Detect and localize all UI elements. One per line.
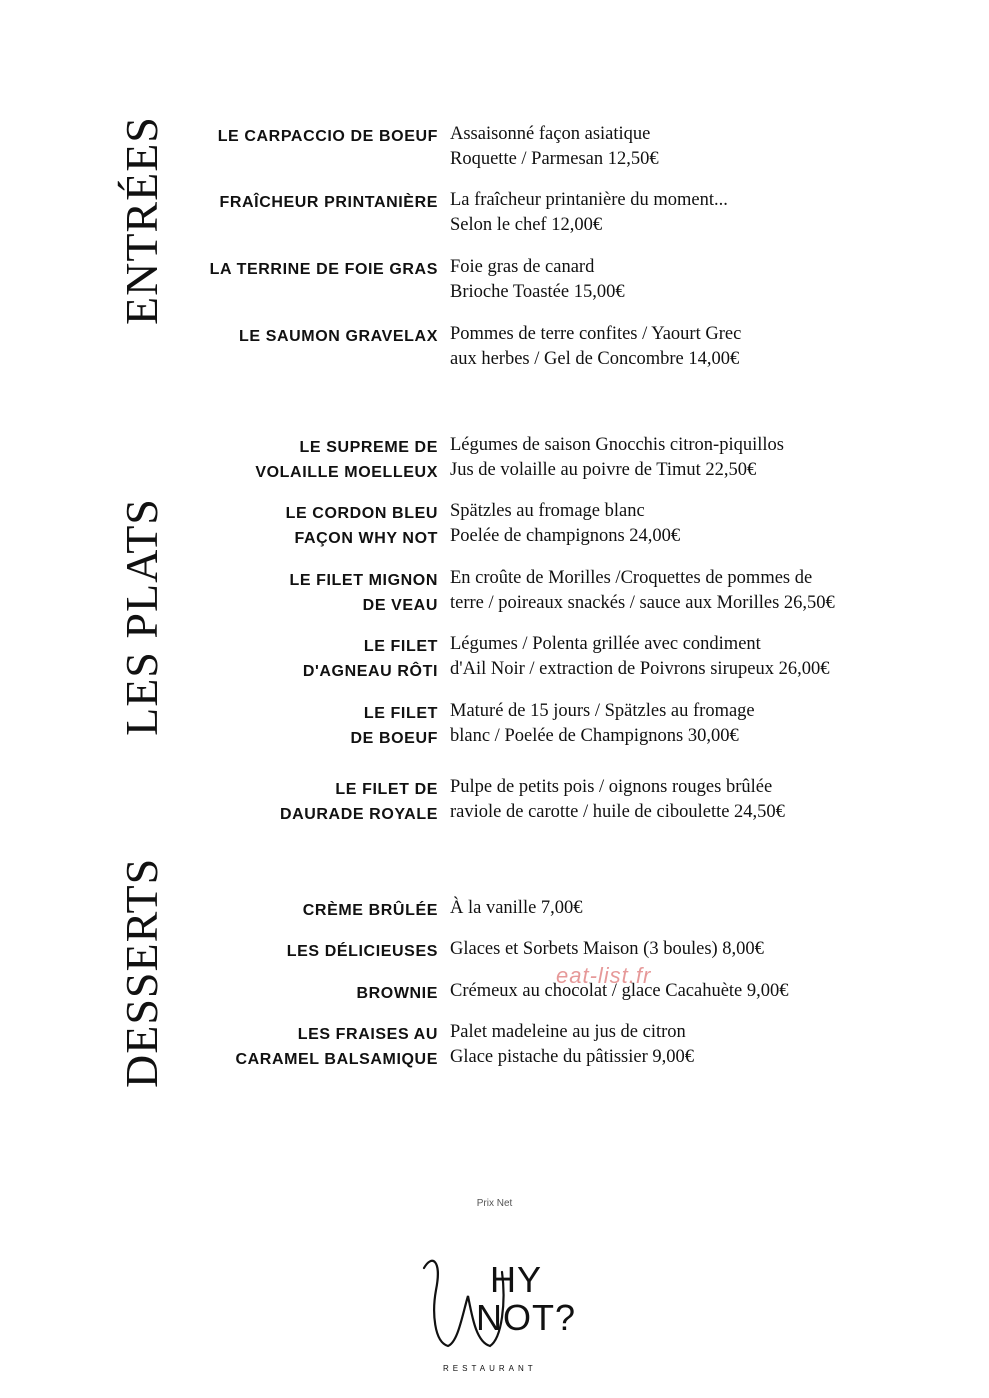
dish-description [450, 566, 835, 616]
dish-name-line: CRÈME BRÛLÉE [302, 902, 438, 919]
dish-name [218, 124, 438, 149]
dish-name-line: LE CORDON BLEU [285, 505, 438, 522]
dish-name-line: LE CARPACCIO DE BOEUF [217, 128, 438, 145]
dish-name-line: LA TERRINE DE FOIE GRAS [209, 261, 438, 278]
section-title-desserts: DESSERTS [116, 857, 167, 1088]
dish-description-line: Glaces et Sorbets Maison (3 boules) 8,00€ [450, 939, 764, 959]
dish-name [255, 435, 438, 485]
dish-description [450, 255, 625, 305]
dish-name [239, 324, 438, 349]
dish-description [450, 775, 785, 825]
dish-description-line: terre / poireaux snackés / sauce aux Morilles 26,50€ [450, 593, 835, 613]
dish-name-line: CARAMEL BALSAMIQUE [235, 1051, 438, 1068]
dish-description [450, 937, 764, 962]
dish-name-line: DE BOEUF [350, 730, 438, 747]
watermark: eat-list.fr [556, 963, 652, 988]
dish-name-line: LE FILET [363, 705, 438, 722]
dish-description-line: Maturé de 15 jours / Spätzles au fromage [450, 701, 755, 721]
dish-name-line: DE VEAU [362, 597, 438, 614]
dish-name-line: LE SUPREME DE [299, 439, 438, 456]
dish-name [287, 939, 438, 964]
dish-description-line: raviole de carotte / huile de ciboulette 24,50€ [450, 802, 785, 822]
dish-name [303, 898, 438, 923]
dish-name-line: FRAÎCHEUR PRINTANIÈRE [219, 194, 438, 211]
section-title-entrees: ENTRÉES [116, 116, 167, 325]
dish-description-line: Palet madeleine au jus de citron [450, 1022, 686, 1042]
dish-description-line: Pommes de terre confites / Yaourt Grec [450, 324, 742, 344]
dish-description-line: Crémeux au chocolat / glace Cacahuète 9,00€ [450, 981, 789, 1001]
dish-description-line: blanc / Poelée de Champignons 30,00€ [450, 726, 739, 746]
logo-subtitle: RESTAURANT [443, 1364, 537, 1373]
dish-description [450, 896, 583, 921]
dish-description [450, 632, 829, 682]
dish-name [303, 634, 438, 684]
dish-description-line: Poelée de champignons 24,00€ [450, 526, 681, 546]
dish-name-line: LES DÉLICIEUSES [286, 943, 438, 960]
dish-name-line: LE FILET DE [335, 781, 438, 798]
dish-description-line: Pulpe de petits pois / oignons rouges brûlée [450, 777, 773, 797]
dish-name-line: LE FILET [363, 638, 438, 655]
logo-line-hy: HY [490, 1259, 543, 1300]
dish-description [450, 322, 741, 372]
dish-description-line: Roquette / Parmesan 12,50€ [450, 149, 659, 169]
dish-name-line: BROWNIE [356, 985, 438, 1002]
dish-description-line: Foie gras de canard [450, 257, 595, 277]
dish-description-line: Spätzles au fromage blanc [450, 501, 645, 521]
dish-description-line: aux herbes / Gel de Concombre 14,00€ [450, 349, 740, 369]
dish-name [289, 568, 438, 618]
dish-description-line: Selon le chef 12,00€ [450, 215, 603, 235]
logo-line-not: NOT? [476, 1297, 577, 1338]
dish-name [356, 981, 438, 1006]
dish-name [235, 1022, 438, 1072]
dish-name [210, 257, 438, 282]
dish-description-line: Glace pistache du pâtissier 9,00€ [450, 1047, 695, 1067]
dish-name-line: LE FILET MIGNON [289, 572, 438, 589]
dish-description-line: Jus de volaille au poivre de Timut 22,50€ [450, 460, 757, 480]
restaurant-logo [418, 1250, 577, 1380]
dish-description-line: Brioche Toastée 15,00€ [450, 282, 625, 302]
dish-name-line: LE SAUMON GRAVELAX [239, 328, 438, 345]
section-title-plats: LES PLATS [116, 498, 167, 736]
dish-description [450, 122, 659, 172]
dish-description [450, 433, 784, 483]
dish-description [450, 188, 728, 238]
dish-name-line: VOLAILLE MOELLEUX [255, 464, 438, 481]
dish-name [351, 701, 438, 751]
dish-description [450, 499, 680, 549]
dish-name [219, 190, 438, 215]
dish-description-line: Légumes / Polenta grillée avec condiment [450, 634, 761, 654]
price-note: Prix Net [476, 1198, 513, 1209]
dish-description-line: d'Ail Noir / extraction de Poivrons sirupeux 26,00€ [450, 659, 830, 679]
dish-description-line: Légumes de saison Gnocchis citron-piquillos [450, 435, 784, 455]
dish-description [450, 699, 755, 749]
dish-description-line: En croûte de Morilles /Croquettes de pommes de [450, 568, 813, 588]
dish-name-line: DAURADE ROYALE [279, 806, 438, 823]
dish-description-line: La fraîcheur printanière du moment... [450, 190, 728, 210]
dish-description-line: À la vanille 7,00€ [450, 898, 583, 918]
dish-name-line: LES FRAISES AU [297, 1026, 438, 1043]
dish-description-line: Assaisonné façon asiatique [450, 124, 651, 144]
dish-name-line: FAÇON WHY NOT [294, 530, 438, 547]
dish-name [286, 501, 438, 551]
dish-description [450, 1020, 694, 1070]
dish-name [280, 777, 438, 827]
dish-name-line: D'AGNEAU RÔTI [302, 663, 438, 680]
